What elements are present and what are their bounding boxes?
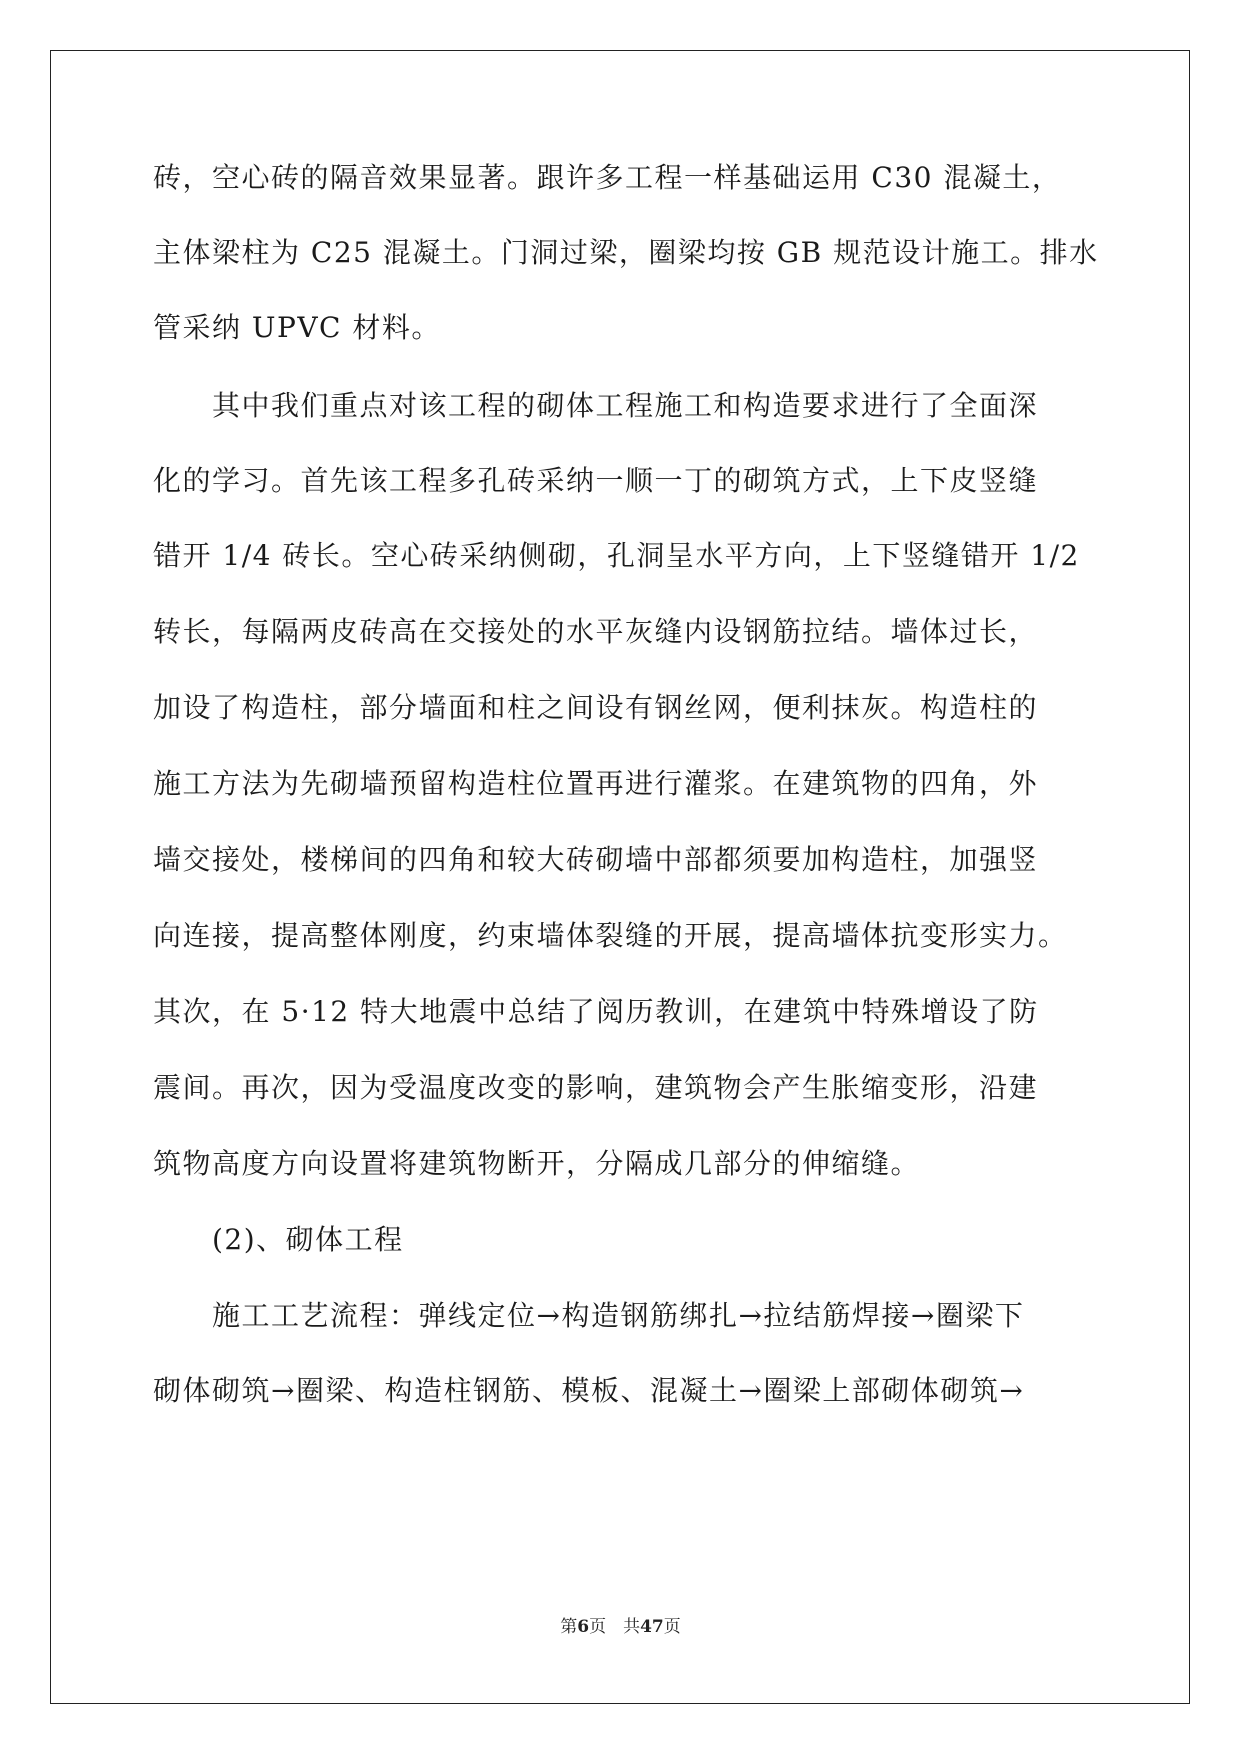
text-line: 主体梁柱为 C25 混凝土。门洞过梁，圈梁均按 GB 规范设计施工。排水 xyxy=(153,236,1099,269)
text-line: 筑物高度方向设置将建筑物断开，分隔成几部分的伸缩缝。 xyxy=(153,1147,921,1180)
text-line: 管采纳 UPVC 材料。 xyxy=(153,311,441,344)
text-line: 转长，每隔两皮砖高在交接处的水平灰缝内设钢筋拉结。墙体过长， xyxy=(153,615,1039,648)
total-page-count: 47 xyxy=(640,1617,664,1637)
text-line: 施工工艺流程：弹线定位→构造钢筋绑扎→拉结筋焊接→圈梁下 xyxy=(153,1299,1025,1332)
text-line: 其次，在 5·12 特大地震中总结了阅历教训，在建筑中特殊增设了防 xyxy=(153,995,1039,1028)
text-line: 其中我们重点对该工程的砌体工程施工和构造要求进行了全面深 xyxy=(153,389,1039,422)
page-footer xyxy=(0,1612,1241,1637)
text-line: 向连接，提高整体刚度，约束墙体裂缝的开展，提高墙体抗变形实力。 xyxy=(153,919,1068,952)
footer-mid: 页 共 xyxy=(589,1617,641,1637)
text-line: 施工方法为先砌墙预留构造柱位置再进行灌浆。在建筑物的四角，外 xyxy=(153,767,1039,800)
current-page-number: 6 xyxy=(577,1617,590,1637)
section-heading: (2)、砌体工程 xyxy=(153,1223,404,1256)
text-line: 砖，空心砖的隔音效果显著。跟许多工程一样基础运用 C30 混凝土， xyxy=(153,161,1062,194)
footer-prefix: 第 xyxy=(560,1617,578,1637)
text-line: 错开 1/4 砖长。空心砖采纳侧砌，孔洞呈水平方向，上下竖缝错开 1/2 xyxy=(153,539,1080,572)
text-line: 砌体砌筑→圈梁、构造柱钢筋、模板、混凝土→圈梁上部砌体砌筑→ xyxy=(153,1374,1025,1407)
text-line: 震间。再次，因为受温度改变的影响，建筑物会产生胀缩变形，沿建 xyxy=(153,1071,1039,1104)
text-line: 墙交接处，楼梯间的四角和较大砖砌墙中部都须要加构造柱，加强竖 xyxy=(153,843,1039,876)
text-line: 化的学习。首先该工程多孔砖采纳一顺一丁的砌筑方式，上下皮竖缝 xyxy=(153,464,1039,497)
footer-suffix: 页 xyxy=(663,1617,681,1637)
text-line: 加设了构造柱，部分墙面和柱之间设有钢丝网，便利抹灰。构造柱的 xyxy=(153,691,1039,724)
